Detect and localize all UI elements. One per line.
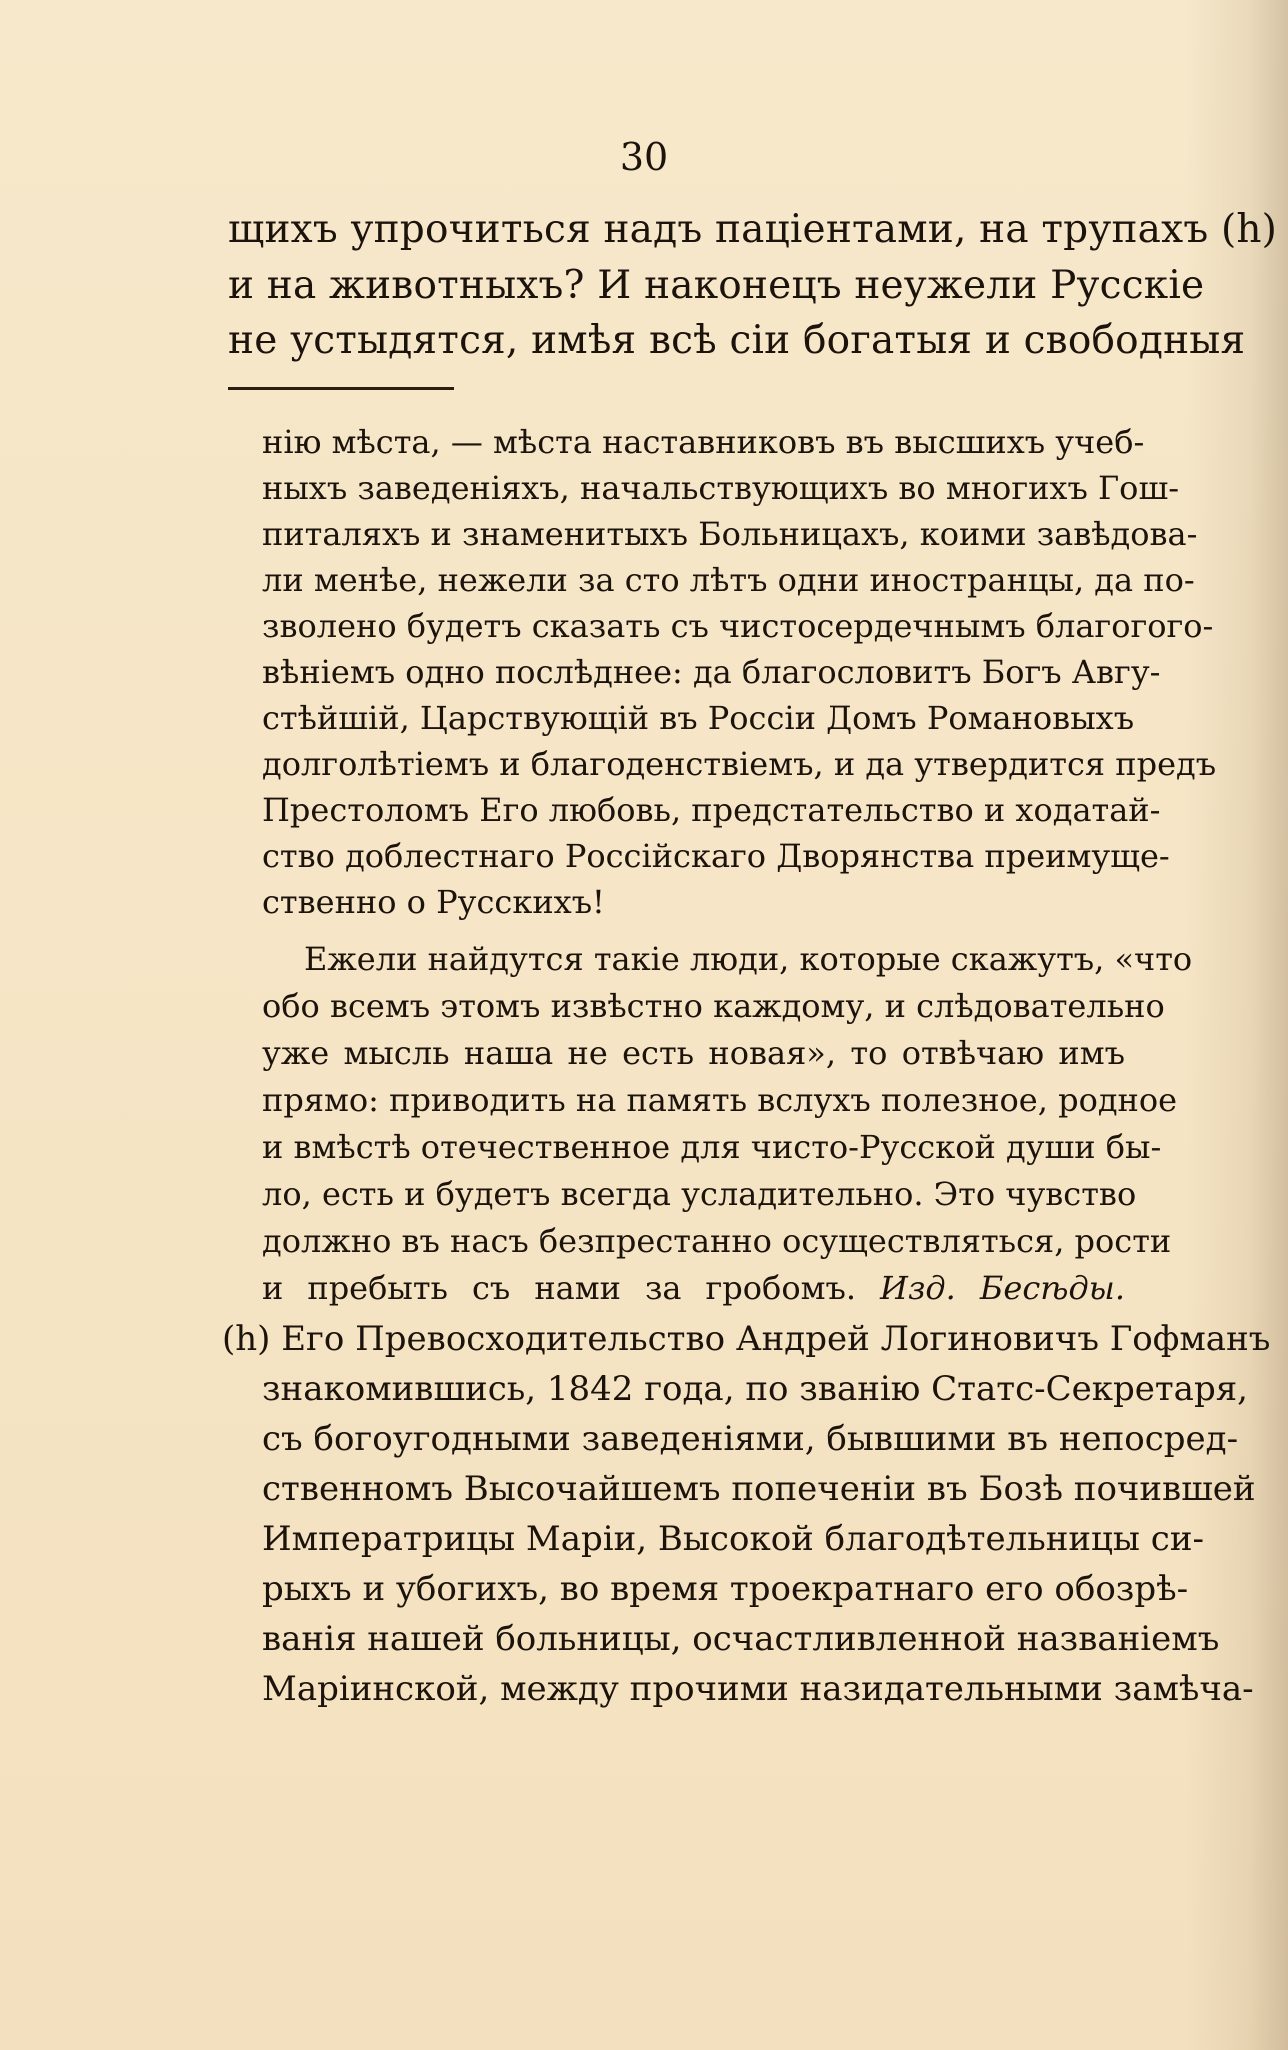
footnote-line: и пребыть съ нами за гробомъ. (262, 1269, 856, 1307)
footnote-line: должно въ насъ безпрестанно осуществляться, рости (262, 1222, 1172, 1260)
footnote-line: питаляхъ и знаменитыхъ Больницахъ, коими завѣдова- (262, 515, 1198, 553)
page-number: 30 (619, 135, 669, 179)
footnote-line: ство доблестнаго Россійскаго Дворянства преимуще- (262, 837, 1170, 875)
footnote-line: Престоломъ Его любовь, предстательство и ходатай- (262, 791, 1161, 829)
footnote-line: уже мысль наша не есть новая», то отвѣчаю имъ (262, 1034, 1125, 1072)
footnote-last-line (262, 1267, 1125, 1309)
footnote-h-line: знакомившись, 1842 года, по званію Статс-Секретаря, (262, 1369, 1248, 1409)
footnote-line: зволено будетъ сказать съ чистосердечнымъ благогого- (262, 607, 1214, 645)
footnote-h-line: ственномъ Высочайшемъ попеченіи въ Бозѣ почившей (262, 1469, 1256, 1509)
footnote-h-line: Маріинской, между прочими назидательными замѣча- (262, 1669, 1254, 1709)
main-text-line: и на животныхъ? И наконецъ неужели Русскіе (228, 263, 1205, 308)
footnote-line: и вмѣстѣ отечественное для чисто-Русской души бы- (262, 1128, 1162, 1166)
footnote-h-line: Императрицы Маріи, Высокой благодѣтельницы си- (262, 1519, 1204, 1559)
main-text-line: щихъ упрочиться надъ паціентами, на трупахъ (h) (228, 207, 1278, 252)
footnote-line: ли менѣе, нежели за сто лѣтъ одни иностранцы, да по- (262, 561, 1195, 599)
footnote-line: ло, есть и будетъ всегда усладительно. Это чувство (262, 1175, 1137, 1213)
footnote-line: долголѣтіемъ и благоденствіемъ, и да утвердится предъ (262, 745, 1217, 783)
footnote-h-line: съ богоугодными заведеніями, бывшими въ непосред- (262, 1419, 1239, 1459)
footnote-line: Ежели найдутся такіе люди, которые скажутъ, «что (304, 940, 1193, 978)
footnote-separator-rule (228, 387, 454, 390)
footnote-line: стѣйшій, Царствующій въ Россіи Домъ Романовыхъ (262, 699, 1135, 737)
footnote-line: ственно о Русскихъ! (262, 883, 605, 921)
footnote-line: нію мѣста, — мѣста наставниковъ въ высшихъ учеб- (262, 423, 1145, 461)
footnote-h-line: рыхъ и убогихъ, во время троекратнаго его обозрѣ- (262, 1569, 1189, 1609)
footnote-signature: Изд. Бесѣды. (880, 1269, 1125, 1307)
footnote-line: обо всемъ этомъ извѣстно каждому, и слѣдовательно (262, 987, 1165, 1025)
footnote-h-line: ванія нашей больницы, осчастливленной названіемъ (262, 1619, 1220, 1659)
footnote-line: ныхъ заведеніяхъ, начальствующихъ во многихъ Гош- (262, 469, 1179, 507)
main-text-line: не устыдятся, имѣя всѣ сіи богатыя и свободныя (228, 318, 1246, 363)
footnote-h-line: (h) Его Превосходительство Андрей Логиновичъ Гофманъ (222, 1319, 1271, 1359)
footnote-line: прямо: приводить на память вслухъ полезное, родное (262, 1081, 1178, 1119)
footnote-line: вѣніемъ одно послѣднее: да благословитъ Богъ Авгу- (262, 653, 1161, 691)
